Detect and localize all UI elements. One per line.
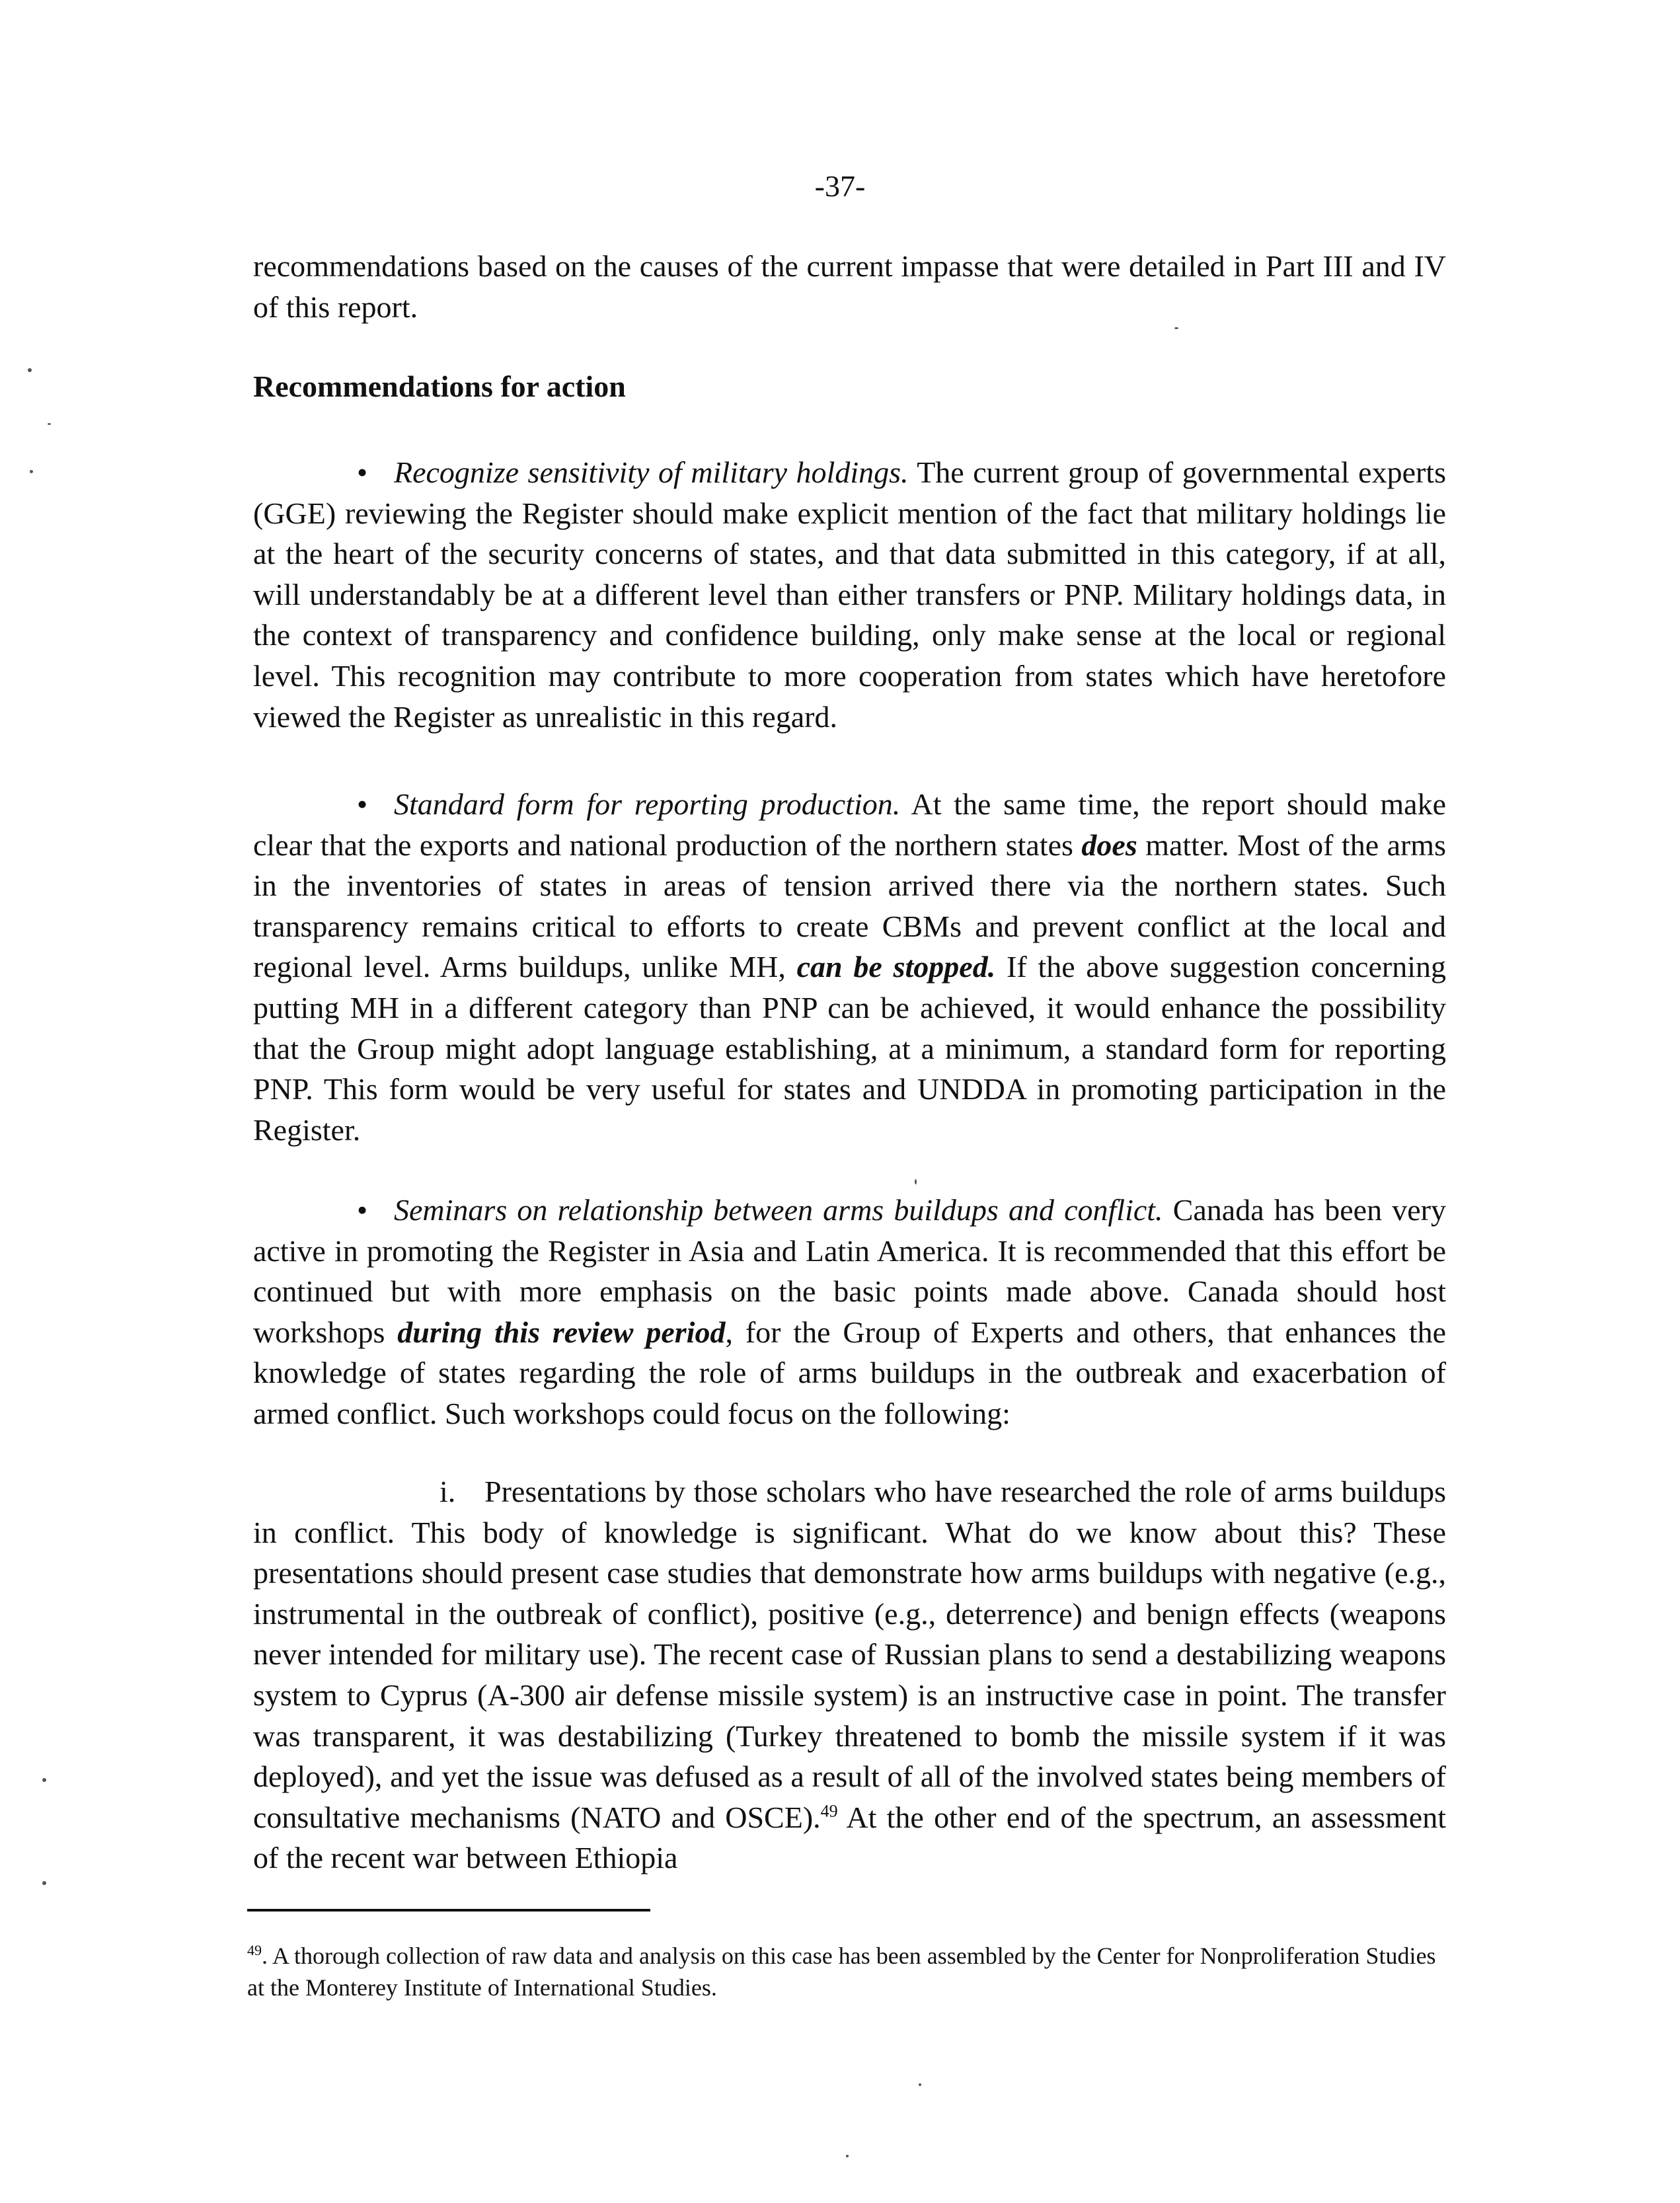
recommendation-2-text-b: matter. Most of the arms in the inventories of states in areas of tension arrived there via the northern states. Such transparency remains critical to efforts to create CBMs and prevent conflict at the local and regional level. Arms buildups, unlike MH,	[253, 828, 1446, 984]
footnote	[247, 1940, 1437, 2003]
bullet-icon: •	[357, 1193, 368, 1227]
sub-item-text-b: At the other end of the spectrum, an assessment of the recent war between Ethiopia	[253, 1800, 1446, 1875]
recommendation-1-paragraph	[253, 452, 1446, 737]
sub-item-i	[253, 1471, 1446, 1878]
footnote-text: . A thorough collection of raw data and analysis on this case has been assembled by the Center for Nonproliferation Studies at the Monterey Institute of International Studies.	[247, 1943, 1436, 2001]
scan-speck	[919, 2083, 921, 2086]
section-heading: Recommendations for action	[253, 369, 626, 403]
recommendation-3	[253, 1190, 1446, 1434]
recommendation-2-emphasis-b: can be stopped.	[796, 950, 996, 984]
bullet-icon: •	[357, 787, 368, 821]
scan-speck	[30, 470, 33, 473]
recommendation-3-emphasis: during this review period	[397, 1315, 726, 1349]
recommendation-2-text-a: At the same time, the report should make clear that the exports and national production of the northern states	[253, 787, 1446, 862]
recommendation-2-title: Standard form for reporting production.	[394, 787, 901, 821]
footnote-reference[interactable]: 49	[820, 1801, 838, 1821]
scan-speck	[1174, 327, 1178, 329]
scan-speck	[42, 1778, 46, 1782]
page-number: -37-	[814, 169, 866, 203]
footnote-number: 49	[247, 1942, 262, 1958]
bullet-icon: •	[357, 455, 368, 489]
sub-item-text-a: Presentations by those scholars who have researched the role of arms buildups in conflict. This body of knowledge is significant. What do we know about this? These presentations should present case studies that demonstrate how arms buildups with negative (e.g., instrumental in the outbreak of conflict), positive (e.g., deterrence) and benign effects (weapons never intended for military use). The recent case of Russian plans to send a destabilizing weapons system to Cyprus (A-300 air defense missile system) is an instructive case in point. The transfer was transparent, it was destabilizing (Turkey threatened to bomb the missile system if it was deployed), and yet the issue was defused as a result of all of the involved states being members of consultative mechanisms (NATO and OSCE).	[253, 1475, 1446, 1834]
recommendation-2-paragraph	[253, 784, 1446, 1150]
scan-speck	[28, 368, 32, 372]
scan-speck	[42, 1881, 46, 1885]
recommendation-1-text: The current group of governmental experts (GGE) reviewing the Register should make explicit mention of the fact that military holdings lie at the heart of the security concerns of states, and that data submitted in this category, if at all, will understandably be at a different level than either transfers or PNP. Military holdings data, in the context of transparency and confidence building, only make sense at the local or regional level. This recognition may contribute to more cooperation from states which have heretofore viewed the Register as unrealistic in this regard.	[253, 455, 1447, 734]
recommendation-3-text-b: , for the Group of Experts and others, that enhances the knowledge of states regarding the role of arms buildups in the outbreak and exacerbation of armed conflict. Such workshops could focus on the following:	[253, 1315, 1446, 1430]
recommendation-2-emphasis-a: does	[1081, 828, 1137, 862]
scan-speck	[915, 1179, 917, 1184]
recommendation-3-paragraph	[253, 1190, 1446, 1434]
scan-speck	[48, 423, 51, 425]
recommendation-1-title: Recognize sensitivity of military holdings.	[394, 455, 909, 489]
scan-speck	[846, 2155, 849, 2157]
sub-item-marker: i.	[439, 1475, 456, 1508]
recommendation-3-text-a: Canada has been very active in promoting the Register in Asia and Latin America. It is recommended that this effort be continued but with more emphasis on the basic points made above. Canada should host workshops	[253, 1193, 1446, 1349]
recommendation-3-title: Seminars on relationship between arms buildups and conflict.	[394, 1193, 1163, 1227]
recommendation-1	[253, 452, 1446, 737]
footnote-separator	[247, 1909, 650, 1912]
sub-item-i-paragraph	[253, 1471, 1446, 1878]
recommendation-2-text-c: If the above suggestion concerning putting MH in a different category than PNP can be achieved, it would enhance the possibility that the Group might adopt language establishing, at a minimum, a standard form for reporting PNP. This form would be very useful for states and UNDDA in promoting participation in the Register.	[253, 950, 1446, 1147]
intro-text: recommendations based on the causes of the current impasse that were detailed in Part III and IV of this report.	[253, 249, 1446, 324]
intro-paragraph	[253, 246, 1446, 327]
recommendation-2	[253, 784, 1446, 1150]
